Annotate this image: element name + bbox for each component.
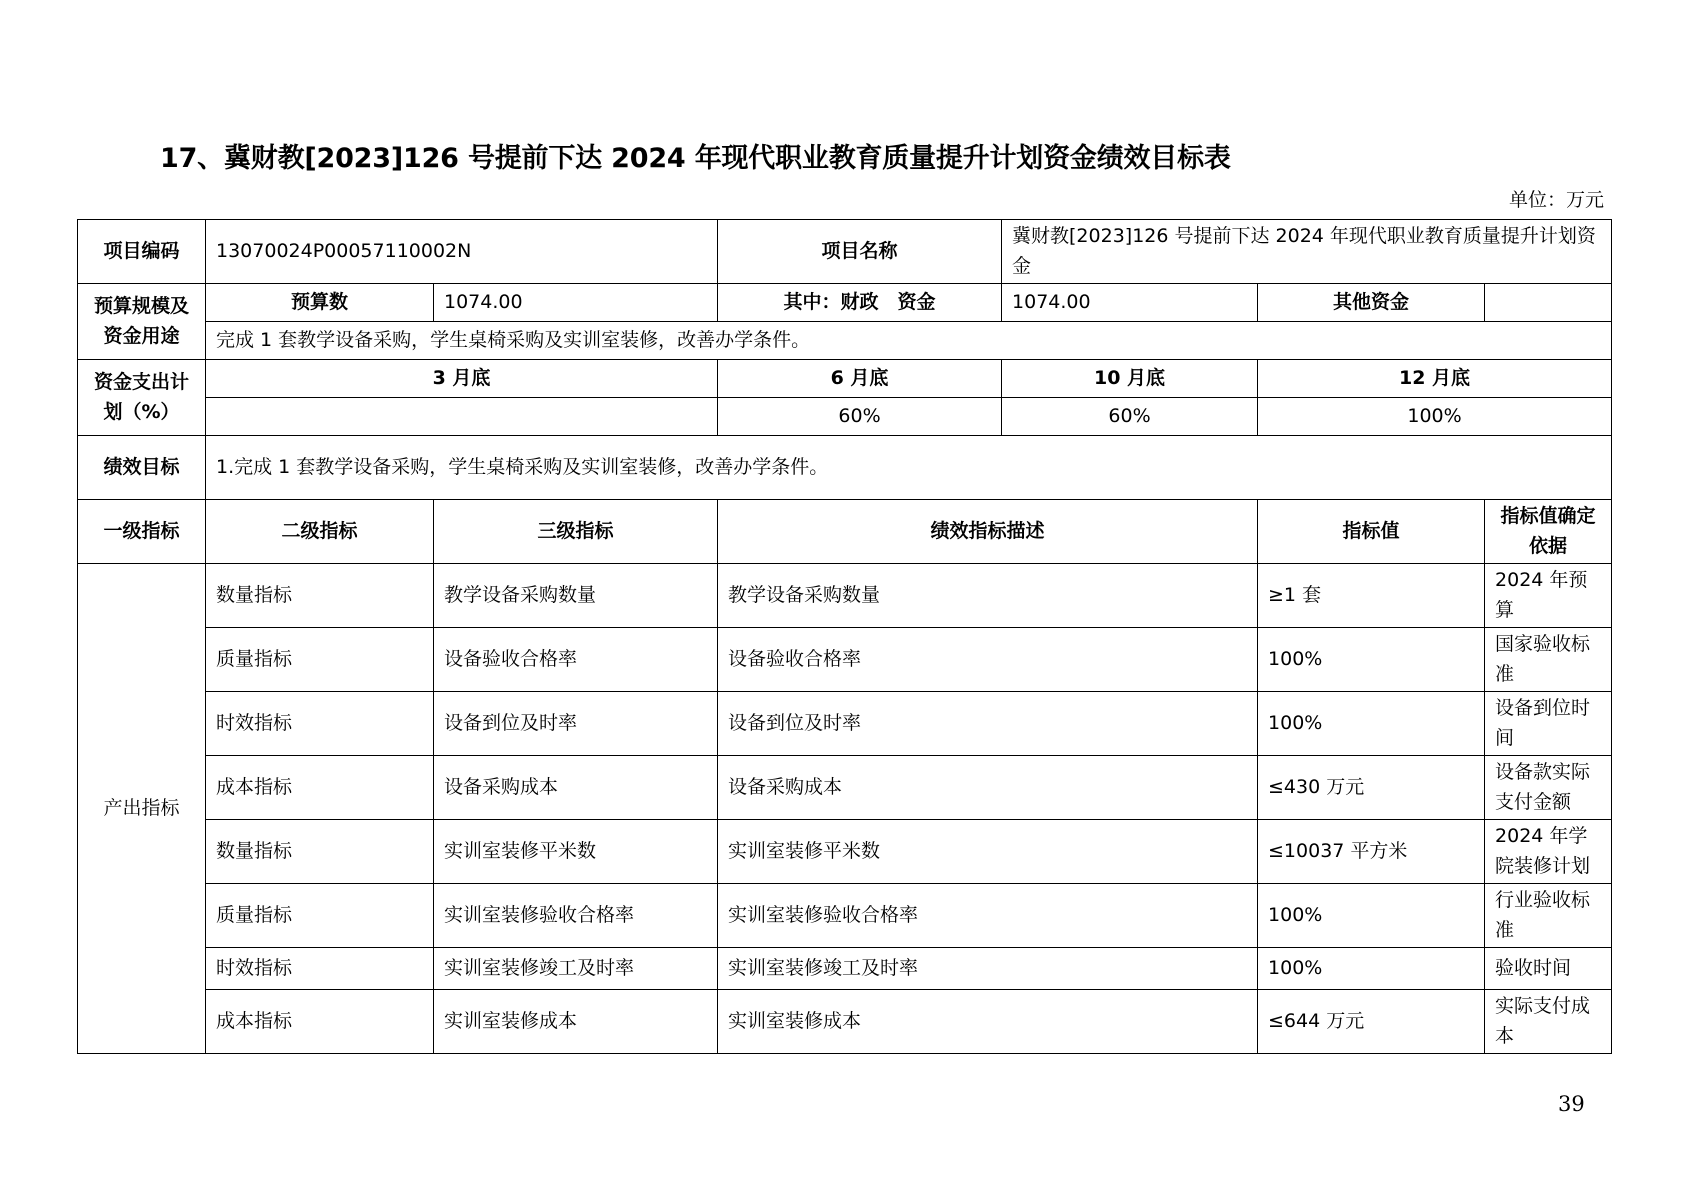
- indicator-basis: 实际支付成本: [1485, 990, 1612, 1054]
- budget-label: 预算规模及资金用途: [78, 284, 206, 360]
- budget-amount-value: 1074.00: [434, 284, 718, 322]
- usage-row: [78, 322, 1612, 360]
- indicator-value: ≤10037 平方米: [1258, 820, 1485, 884]
- page-number: 39: [1558, 1092, 1585, 1116]
- header-level2: 二级指标: [206, 500, 434, 564]
- header-value: 指标值: [1258, 500, 1485, 564]
- indicator-description: 教学设备采购数量: [718, 564, 1258, 628]
- indicator-description: 实训室装修成本: [718, 990, 1258, 1054]
- performance-table: [77, 219, 1612, 1054]
- indicator-value: ≥1 套: [1258, 564, 1485, 628]
- indicator-description: 实训室装修验收合格率: [718, 884, 1258, 948]
- indicator-level3: 设备验收合格率: [434, 628, 718, 692]
- plan-value-dec: 100%: [1258, 398, 1612, 436]
- indicator-description: 实训室装修竣工及时率: [718, 948, 1258, 990]
- other-fund-value: [1485, 284, 1612, 322]
- indicator-basis: 2024 年学院装修计划: [1485, 820, 1612, 884]
- indicator-value: ≤430 万元: [1258, 756, 1485, 820]
- indicator-level3: 实训室装修成本: [434, 990, 718, 1054]
- indicator-row: [78, 990, 1612, 1054]
- plan-header-jun: 6 月底: [718, 360, 1002, 398]
- level1-output: 产出指标: [78, 564, 206, 1054]
- indicator-basis: 设备款实际支付金额: [1485, 756, 1612, 820]
- header-level3: 三级指标: [434, 500, 718, 564]
- indicator-level2: 成本指标: [206, 756, 434, 820]
- indicator-level2: 时效指标: [206, 692, 434, 756]
- indicator-value: 100%: [1258, 884, 1485, 948]
- indicator-row: [78, 756, 1612, 820]
- indicator-description: 设备采购成本: [718, 756, 1258, 820]
- plan-value-mar: [206, 398, 718, 436]
- indicator-level3: 实训室装修平米数: [434, 820, 718, 884]
- project-code-label: 项目编码: [78, 220, 206, 284]
- fiscal-fund-value: 1074.00: [1002, 284, 1258, 322]
- page-title: 17、冀财教[2023]126 号提前下达 2024 年现代职业教育质量提升计划资金绩效目标表: [160, 143, 1231, 174]
- indicator-level2: 成本指标: [206, 990, 434, 1054]
- indicator-level3: 教学设备采购数量: [434, 564, 718, 628]
- other-fund-label: 其他资金: [1258, 284, 1485, 322]
- indicator-row: [78, 692, 1612, 756]
- performance-goal-label: 绩效目标: [78, 436, 206, 500]
- indicator-value: 100%: [1258, 692, 1485, 756]
- indicator-description: 实训室装修平米数: [718, 820, 1258, 884]
- project-name-value: 冀财教[2023]126 号提前下达 2024 年现代职业教育质量提升计划资金: [1002, 220, 1612, 284]
- indicator-value: ≤644 万元: [1258, 990, 1485, 1054]
- indicator-row: [78, 564, 1612, 628]
- plan-header-mar: 3 月底: [206, 360, 718, 398]
- indicator-level3: 设备到位及时率: [434, 692, 718, 756]
- indicator-basis: 设备到位时间: [1485, 692, 1612, 756]
- indicator-description: 设备到位及时率: [718, 692, 1258, 756]
- indicator-level2: 质量指标: [206, 884, 434, 948]
- project-row: [78, 220, 1612, 284]
- indicator-level3: 设备采购成本: [434, 756, 718, 820]
- plan-header-oct: 10 月底: [1002, 360, 1258, 398]
- indicator-description: 设备验收合格率: [718, 628, 1258, 692]
- indicator-row: [78, 628, 1612, 692]
- plan-value-row: [78, 398, 1612, 436]
- indicator-row: [78, 948, 1612, 990]
- indicator-header-row: [78, 500, 1612, 564]
- fiscal-fund-label: 其中：财政 资金: [718, 284, 1002, 322]
- indicator-level2: 数量指标: [206, 820, 434, 884]
- indicator-level3: 实训室装修竣工及时率: [434, 948, 718, 990]
- project-name-label: 项目名称: [718, 220, 1002, 284]
- indicator-level2: 质量指标: [206, 628, 434, 692]
- unit-label: 单位：万元: [1508, 189, 1604, 211]
- indicator-value: 100%: [1258, 948, 1485, 990]
- plan-header-row: [78, 360, 1612, 398]
- indicator-level3: 实训室装修验收合格率: [434, 884, 718, 948]
- indicator-level2: 数量指标: [206, 564, 434, 628]
- indicator-level2: 时效指标: [206, 948, 434, 990]
- header-basis: 指标值确定依据: [1485, 500, 1612, 564]
- budget-row: [78, 284, 1612, 322]
- indicator-basis: 验收时间: [1485, 948, 1612, 990]
- header-description: 绩效指标描述: [718, 500, 1258, 564]
- indicator-basis: 国家验收标准: [1485, 628, 1612, 692]
- performance-goal-text: 1.完成 1 套教学设备采购，学生桌椅采购及实训室装修，改善办学条件。: [206, 436, 1612, 500]
- fund-usage-text: 完成 1 套教学设备采购，学生桌椅采购及实训室装修，改善办学条件。: [206, 322, 1612, 360]
- indicator-row: [78, 884, 1612, 948]
- plan-header-dec: 12 月底: [1258, 360, 1612, 398]
- budget-amount-label: 预算数: [206, 284, 434, 322]
- plan-value-oct: 60%: [1002, 398, 1258, 436]
- project-code-value: 13070024P00057110002N: [206, 220, 718, 284]
- plan-value-jun: 60%: [718, 398, 1002, 436]
- indicator-basis: 行业验收标准: [1485, 884, 1612, 948]
- indicator-basis: 2024 年预算: [1485, 564, 1612, 628]
- goal-row: [78, 436, 1612, 500]
- indicator-value: 100%: [1258, 628, 1485, 692]
- indicator-row: [78, 820, 1612, 884]
- spending-plan-label: 资金支出计划（%）: [78, 360, 206, 436]
- header-level1: 一级指标: [78, 500, 206, 564]
